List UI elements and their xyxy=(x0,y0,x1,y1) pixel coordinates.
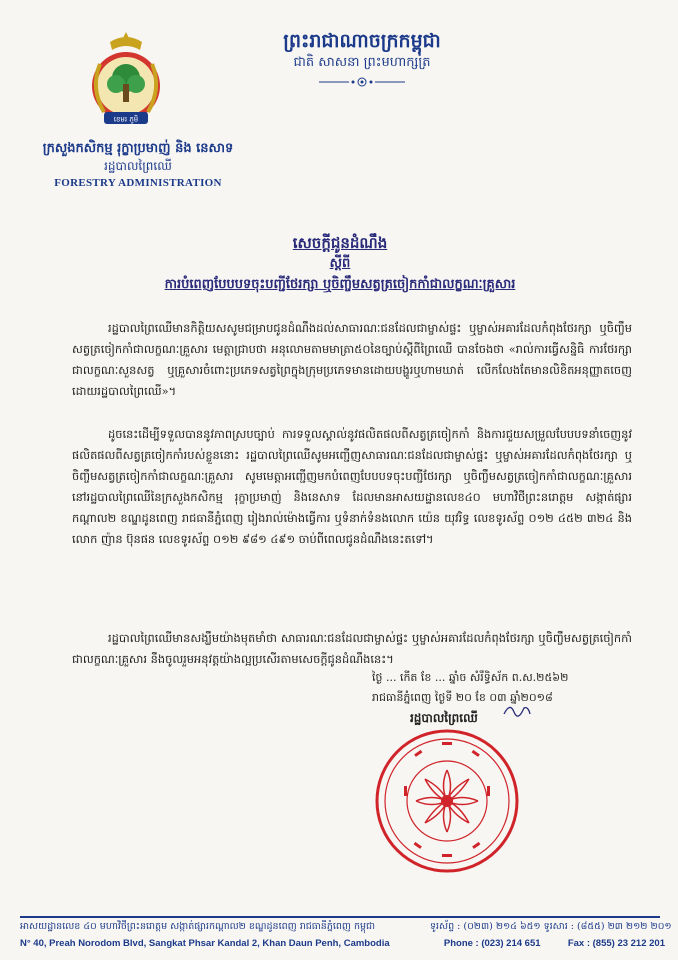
footer-phone: Phone : (023) 214 651 xyxy=(443,938,541,949)
body-paragraph-1: រដ្ឋបាលព្រៃឈើមានកិត្តិយសសូមជម្រាបជូនដំណឹងដល់សាធារណៈជនដែលជាម្ចាស់ផ្ទះ ឬម្ចាស់អគារដែលកំពុងថែរក្សា ឬចិញ្ចឹមសត្វត្រចៀកកាំជាលក្ខណៈគ្រួសារ មេត្តាជ្រាបថា អនុលោមតាមមាត្រា៥០នៃច្បាប់ស្តីពីព្រៃឈើ បានចែងថា «រាល់ការធ្វើសន្និធិ ការថែរក្សាជាលក្ខណៈសួនសត្វ ឬគ្រួសារចំពោះប្រភេទសត្វព្រៃក្នុងក្រុមប្រភេទមានដោយបង្ហូរឬហាមឃាត់ លើកលែងតែមានលិខិតអនុញ្ញាតចេញដោយរដ្ឋបាលព្រៃឈើ»។ xyxy=(72,321,632,398)
ministry-name: ក្រសួងកសិកម្ម រុក្ខាប្រមាញ់ និង នេសាទ xyxy=(42,141,234,156)
footer-fax: Fax : (855) 23 212 201 xyxy=(567,938,665,949)
kingdom-header xyxy=(232,28,492,88)
notice-subject: ការបំពេញបែបបទចុះបញ្ជីថែរក្សា ឬចិញ្ចឹមសត្វត្រចៀកកាំជាលក្ខណៈគ្រួសារ xyxy=(164,277,516,292)
signature-mark-icon xyxy=(502,700,532,720)
footer-address-km: អាសយដ្ឋានលេខ ៤០ មហាវិថីព្រះនរោត្តម សង្កាត់ផ្សារកណ្តាល២ ខណ្ឌដូនពេញ រាជធានីភ្នំពេញ កម្ពុជា xyxy=(20,921,376,932)
footer-contact-km: ទូរស័ព្ទ : (០២៣) ២១៤ ៦៥១ ទូរសារ : (៨៥៥) ២៣ ២១២ ២០១ xyxy=(430,921,672,932)
body-paragraph-2: ដូចនេះដើម្បីទទួលបាននូវភាពស្របច្បាប់ ការទទួលស្គាល់នូវផលិតផលពីសត្វត្រចៀកកាំ និងការជួយសម្រួលបែបបទនាំចេញនូវផលិតផលពីសត្វត្រចៀកកាំរបស់ខ្លួននោះ រដ្ឋបាលព្រៃឈើសូមអញ្ជើញសាធារណៈជនដែលជាម្ចាស់ផ្ទះ ឬម្ចាស់អគារដែលកំពុងថែរក្សា ឬចិញ្ចឹមសត្វត្រចៀកកាំជាលក្ខណៈគ្រួសារ សូមមេត្តាអញ្ជើញមកបំពេញបែបបទចុះបញ្ជីថែរក្សា ឬចិញ្ចឹមសត្វត្រចៀកកាំជាលក្ខណៈគ្រួសារ នៅរដ្ឋបាលព្រៃឈើនៃក្រសួងកសិកម្ម រុក្ខាប្រមាញ់ និងនេសាទ ដែលមានអាសយដ្ឋានលេខ៤០ មហាវិថីព្រះនរោត្តម សង្កាត់ផ្សារកណ្តាល២ ខណ្ឌដូនពេញ រាជធានីភ្នំពេញ រៀងរាល់ម៉ោងធ្វើការ ឬទំនាក់ទំនងលោក យ៉េន យុវរិទ្ធ លេខទូរស័ព្ទ ០១២ ៤៥២ ៣២៤ និងលោក ញ៉ាន ប៊ុនផន លេខទូរស័ព្ទ ០១២ ៩៨១ ៤៩១ ចាប់ពីពេលជូនដំណឹងនេះតទៅ។ xyxy=(72,427,632,546)
lunar-date: ថ្ងៃ ... កើត ខែ ... ឆ្នាំច សំរឹទ្ធិស័ក ព.ស.២៥៦២ xyxy=(372,671,569,684)
body-paragraph-3: រដ្ឋបាលព្រៃឈើមានសង្ឃឹមយ៉ាងមុតមាំថា សាធារណៈជនដែលជាម្ចាស់ផ្ទះ ឬម្ចាស់អគារដែលកំពុងថែរក្សា ឬចិញ្ចឹមសត្វត្រចៀកកាំជាលក្ខណៈគ្រួសារ នឹងចូលរួមអនុវត្តយ៉ាងល្អប្រសើរតាមសេចក្តីជូនដំណឹងនេះ។ xyxy=(72,631,632,666)
administration-name-en: FORESTRY ADMINISTRATION xyxy=(54,177,222,189)
footer-divider xyxy=(20,916,660,918)
notice-title: សេចក្តីជូនដំណឹង xyxy=(292,234,388,252)
document-title-block xyxy=(40,232,640,296)
official-seal-icon xyxy=(372,726,522,876)
signatory-title: រដ្ឋបាលព្រៃឈើ xyxy=(410,711,478,725)
ministry-block xyxy=(28,140,248,189)
footer-address-en: N° 40, Preah Norodom Blvd, Sangkat Phsar Kandal 2, Khan Daun Penh, Cambodia xyxy=(20,938,390,949)
forestry-emblem-icon xyxy=(80,28,172,138)
ornament-divider-icon xyxy=(317,76,407,88)
footer-contact-en xyxy=(430,938,665,949)
notice-about: ស្តីពី xyxy=(329,256,351,271)
emblem-ribbon-text: ខេមរ ភូមិ xyxy=(113,115,139,124)
kingdom-title: ព្រះរាជាណាចក្រកម្ពុជា xyxy=(283,30,441,52)
administration-name-km: រដ្ឋបាលព្រៃឈើ xyxy=(104,159,172,173)
kingdom-motto: ជាតិ សាសនា ព្រះមហាក្សត្រ xyxy=(293,55,431,70)
solar-date: រាជធានីភ្នំពេញ ថ្ងៃទី ២០ ខែ ០៣ ឆ្នាំ២០១៨ xyxy=(372,691,553,704)
